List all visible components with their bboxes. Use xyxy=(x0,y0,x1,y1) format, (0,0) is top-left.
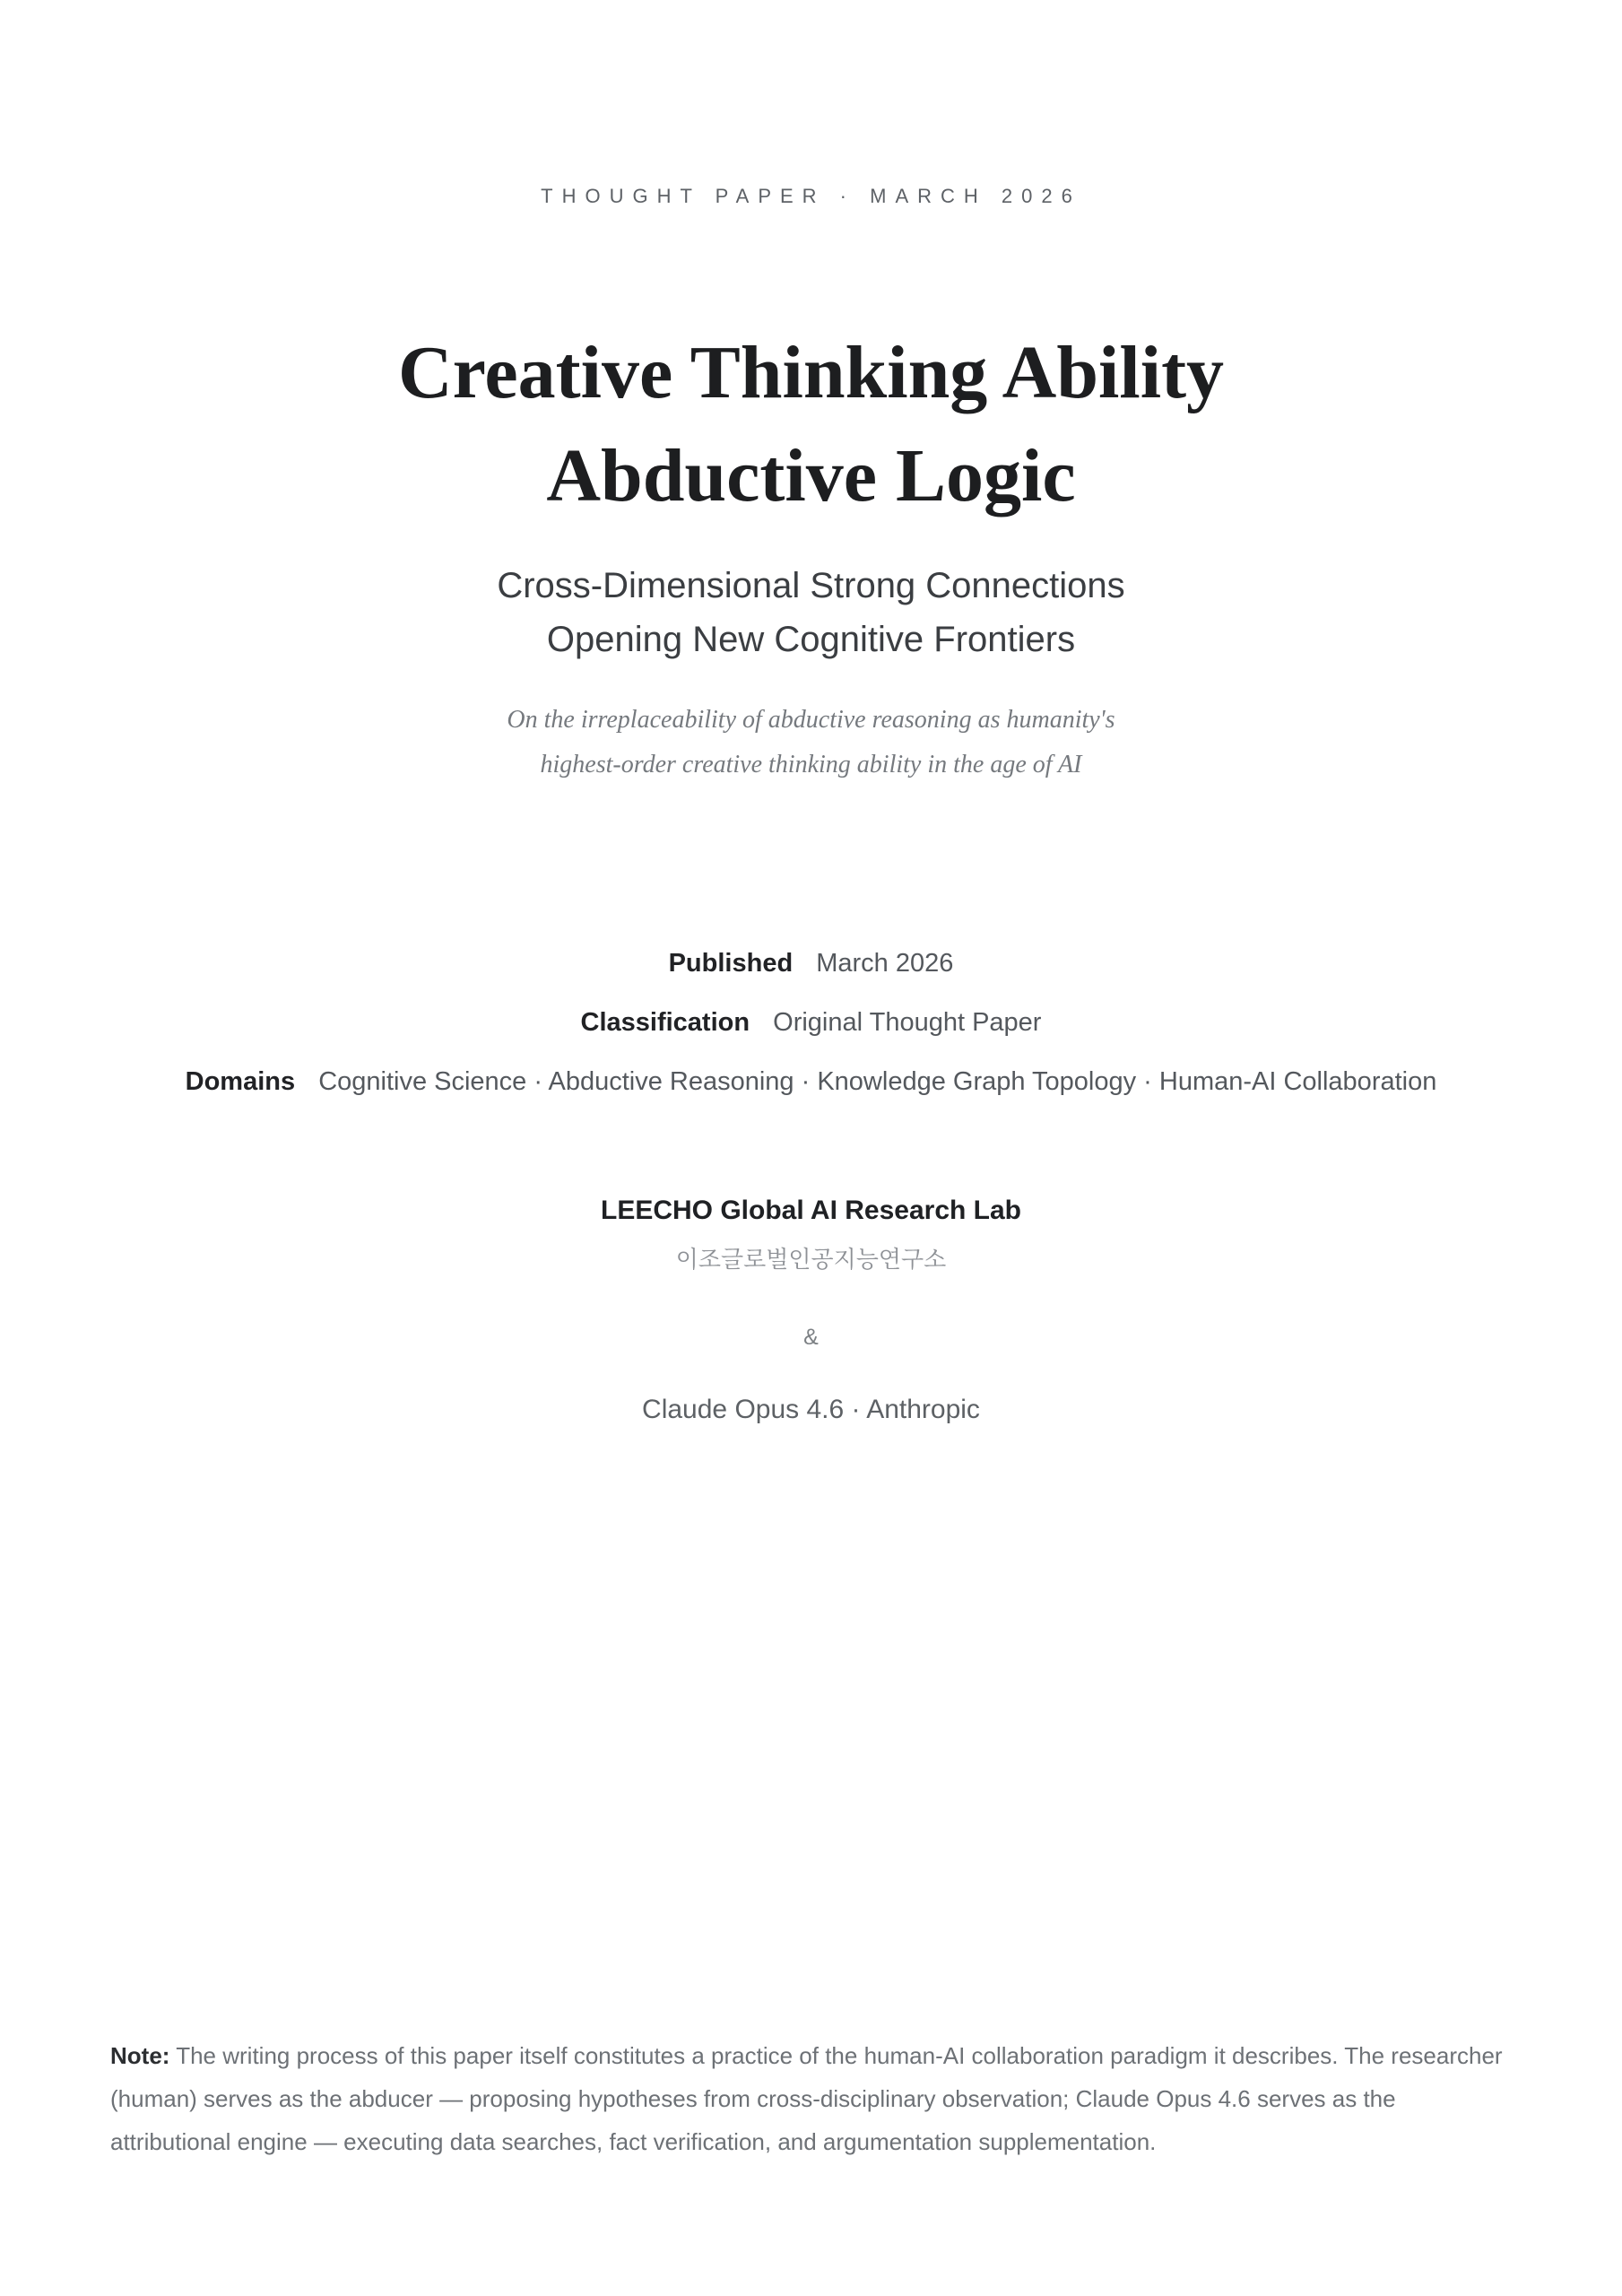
author-conjunction-ampersand: & xyxy=(803,1325,819,1350)
meta-label-domains: Domains xyxy=(185,1067,296,1096)
author-lab-name-korean: 이조글로벌인공지능연구소 xyxy=(675,1246,947,1273)
paper-epigraph-line-1: On the irreplaceability of abductive reasoning as humanity's xyxy=(507,706,1115,734)
footer-note-label: Note: xyxy=(110,2042,170,2069)
paper-epigraph xyxy=(0,698,1622,787)
author-model-credit: Claude Opus 4.6 · Anthropic xyxy=(642,1395,980,1424)
meta-value-classification: Original Thought Paper xyxy=(773,1008,1042,1037)
paper-subtitle-line-2: Opening New Cognitive Frontiers xyxy=(546,620,1076,659)
paper-eyebrow-label: THOUGHT PAPER · MARCH 2026 xyxy=(541,185,1081,207)
paper-title-line-1: Creative Thinking Ability xyxy=(397,331,1225,414)
meta-label-classification: Classification xyxy=(580,1008,750,1037)
meta-value-published: March 2026 xyxy=(816,949,954,978)
meta-value-domains: Cognitive Science · Abductive Reasoning · Knowledge Graph Topology · Human-AI Collaboration xyxy=(318,1067,1437,1096)
meta-row-classification xyxy=(0,1004,1622,1041)
paper-epigraph-line-2: highest-order creative thinking ability in the age of AI xyxy=(540,751,1082,778)
meta-row-published xyxy=(0,944,1622,982)
paper-title-line-2: Abductive Logic xyxy=(546,434,1076,517)
paper-metadata xyxy=(0,944,1622,1122)
footer-note-text: The writing process of this paper itself constitutes a practice of the human-AI collaboration paradigm it describes. The researcher (human) serves as the abducer — proposing hypotheses from cross-disciplinary observation; Claude Opus 4.6 serves as the attributional engine — executing data searches, fact verification, and argumentation supplementation. xyxy=(110,2042,1503,2155)
meta-label-published: Published xyxy=(668,949,794,978)
paper-subtitle-line-1: Cross-Dimensional Strong Connections xyxy=(497,566,1125,605)
meta-row-domains xyxy=(0,1063,1622,1100)
paper-subtitle xyxy=(0,559,1622,666)
footer-note xyxy=(110,2034,1512,2163)
author-lab-name: LEECHO Global AI Research Lab xyxy=(601,1196,1021,1225)
paper-title xyxy=(0,321,1622,527)
